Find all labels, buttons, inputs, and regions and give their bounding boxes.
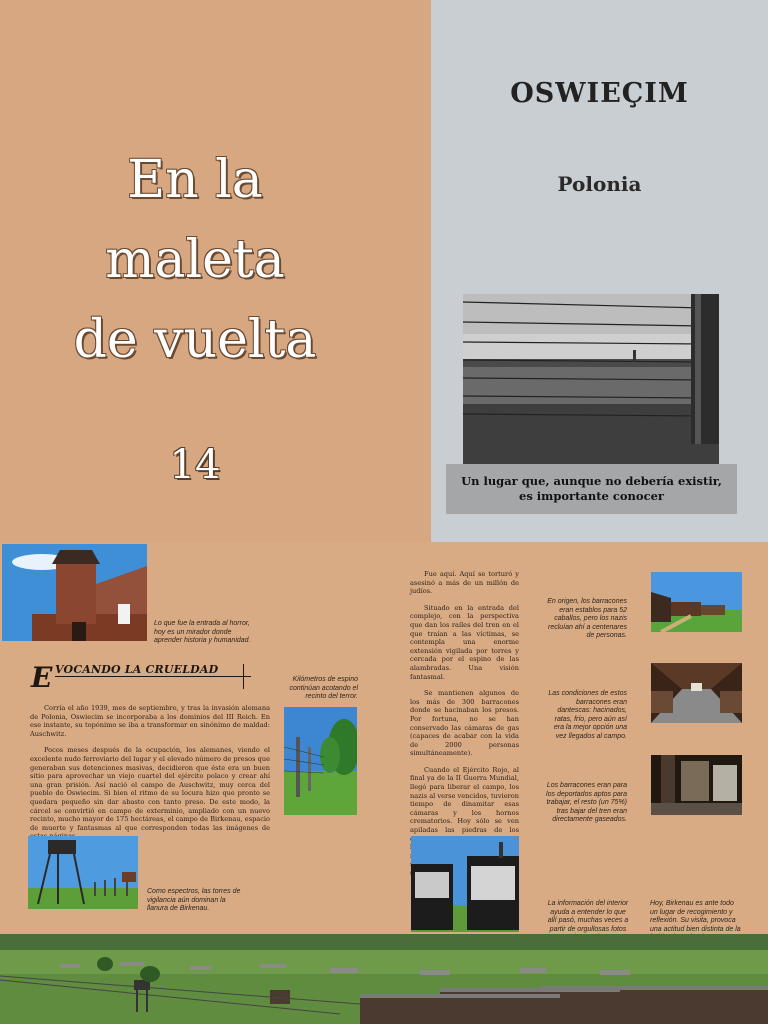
bunks-interior-photo: [651, 755, 742, 815]
tagline-box: Un lugar que, aunque no debería existir, es importante conocer: [446, 464, 737, 514]
paragraph: Fue aquí. Aquí se torturó y asesinó a más de un millón de judíos.: [410, 570, 519, 596]
country-name: Polonia: [557, 172, 642, 196]
title-line-1: En la: [127, 150, 263, 210]
barbed-wire-fence-photo: [463, 294, 719, 464]
caption-conditions: Las condiciones de estos barracones eran dantescas: hacinados, ratas, frío, pero aún así era la mejor opción una vez llegados al campo.: [548, 690, 627, 740]
paragraph: Cuando el Ejército Rojo, al final ya de la II Guerra Mundial, llegó para liberar el campo, los nazis al verse vencidos, tuvieron tiempo de dinamitar esas cámaras y los hornos crematorios. Hoy sólo se ven apiladas las piedras de los: [410, 765, 519, 835]
caption-barbed-wire: Kilómetros de espino continúan acotando el recinto del terror.: [289, 676, 358, 700]
heading-rule: [55, 676, 251, 677]
heading-initial: E: [31, 661, 53, 694]
heading-rule-vertical: [243, 664, 244, 689]
barracks-exterior-photo: [651, 572, 742, 632]
place-name: OSWIEÇIM: [510, 78, 689, 109]
issue-number: 14: [169, 442, 221, 488]
paragraph: Situado en la entrada del complejo, con la perspectiva que dan los raíles del tren en el que traían a las víctimas, se contempla una enorme extensión vigilada por torres y cercada por el espino de las alambradas. Una visión fantasmal.: [410, 603, 519, 681]
birkenau-panorama-photo: [0, 934, 768, 1024]
caption-info-panels: La información del interior ayuda a entender lo que allí pasó, muchas veces a partir de orgullosas fotos: [547, 900, 629, 933]
paragraph: Se mantienen algunos de los más de 300 barracones donde se hacinaban los presos. Por fortuna, no se han conservado las cámaras de gas (capaces de acabar con la vida de 2000 personas simultáneamente).: [410, 689, 519, 758]
magazine-title: [20, 140, 370, 380]
caption-watchtowers: Como espectros, las torres de vigilancia aún dominan la llanura de Birkenau.: [147, 888, 241, 912]
title-line-3: de vuelta: [73, 310, 317, 370]
entrance-tower-photo: [2, 544, 147, 641]
caption-entrance-tower: Lo que fue la entrada al horror, hoy es un mirador donde aprender historia y humanidad.: [154, 620, 251, 644]
watchtowers-photo: [28, 836, 138, 909]
caption-today: Hoy, Birkenau es ante todo un lugar de recogimiento y reflexión. Su visita, provoca una actitud bien distinta de la: [650, 900, 741, 933]
section-heading: [31, 659, 241, 694]
article-column-1: [30, 704, 270, 849]
title-line-2: maleta: [105, 230, 285, 290]
heading-text: VOCANDO LA CRUELDAD: [55, 663, 219, 676]
info-panels-photo: [411, 836, 519, 932]
barbed-wire-path-photo: [284, 707, 357, 815]
paragraph: Pocos meses después de la ocupación, los alemanes, viendo el excelente nudo ferroviario del lugar y el elevado número de presos que generaban sus detenciones masivas, decidieron que éste era un buen sitio para aprovechar un viejo cuartel del ejército polaco y crear ahí una gran prisión. Así nació el campo de Auschwitz, muy cerca del pueblo de Oswiecim. Si bien el ritmo de su locura hizo que pronto se quedara pequeño sin dar abasto con tanto preso. De este modo, la cárcel se convirtió en campo de exterminio, ampliado con un nuevo recinto, mucho mayor de 175 hectáreas, el campo de Birkenau, espacio de muerte y fantasmas al que corresponden todas las imágenes de: [30, 746, 270, 832]
caption-workers: Los barracones eran para los deportados aptos para trabajar, el resto (un 75%) tras bajar del tren eran directamente gaseados.: [546, 782, 627, 823]
caption-stables: En origen, los barracones eran establos para 52 caballos, pero los nazis recluían ahí a centenares de personas.: [547, 598, 627, 639]
paragraph: Corría el año 1939, mes de septiembre, y tras la invasión alemana de Polonia, Oswiecim se incorporaba a los dominios del III Reich. En ese instante, su topónimo se iba a transformar en sinónimo de maldad: Auschwitz.: [30, 704, 270, 738]
barracks-interior-photo: [651, 663, 742, 723]
